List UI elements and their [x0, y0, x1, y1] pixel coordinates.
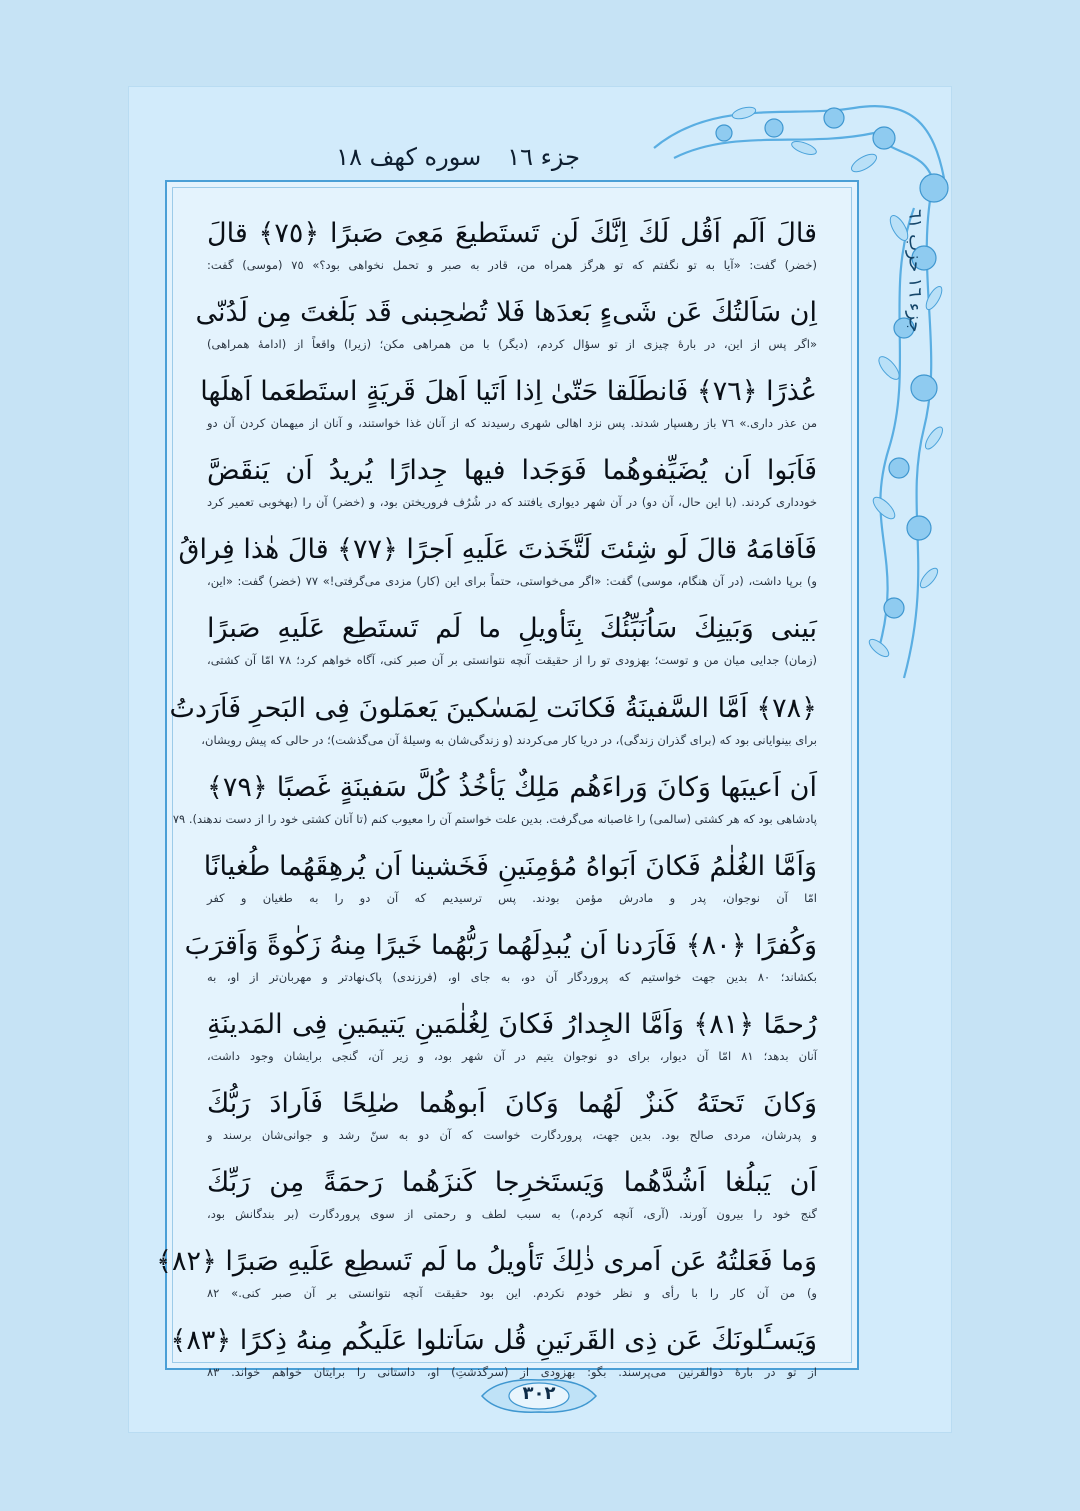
translation-line: گنج خود را بیرون آورند. (آری، آنچه کردم،) به سبب لطف و رحمتی از سوی پروردگارت (بر بندگانش بود،	[207, 1207, 817, 1222]
side-marker-label: جزء ١٦ حزب ٦١	[904, 209, 926, 333]
arabic-line: اَن يَبلُغا اَشُدَّهُما وَيَستَخرِجا كَنزَهُما رَحمَةً مِن رَبِّكَ	[207, 1167, 817, 1199]
text-row	[200, 370, 817, 449]
text-row	[156, 1240, 817, 1319]
page-number-badge	[478, 1374, 600, 1418]
text-row	[195, 291, 817, 370]
quran-text-frame	[156, 180, 859, 1380]
page-number: ٣٠٢	[522, 1383, 556, 1404]
text-row	[207, 212, 817, 291]
arabic-line: رُحمًا ﴿٨١﴾ وَاَمَّا الجِدارُ فَكانَ لِغُلٰمَينِ يَتيمَينِ فِى المَدينَةِ	[207, 1008, 818, 1040]
text-row	[172, 766, 817, 845]
translation-line: از تو در بارهٔ ذوالقرنین می‌پرسند. بگو: بهزودی از (سرگذشتِ) او، داستانی را برایتان خواهم خواند. ٨٣	[207, 1365, 817, 1380]
text-row	[207, 1161, 817, 1240]
text-row	[169, 687, 817, 766]
arabic-line: فَاَبَوا اَن يُضَيِّفوهُما فَوَجَدا فيها جِدارًا يُريدُ اَن يَنقَضَّ	[207, 455, 817, 487]
translation-line: (زمان) جدایی میان من و توست؛ بهزودی تو را از حقیقت آنچه نتوانستی بر آن صبر کنی، آگاه خواهم کرد؛ ٧٨ امّا آن کشتی،	[207, 653, 817, 668]
surah-label: سوره کهف ١٨	[336, 143, 482, 171]
text-row	[207, 607, 817, 686]
text-body	[156, 212, 818, 1398]
arabic-line: اَن اَعيبَها وَكانَ وَراءَهُم مَلِكٌ يَأخُذُ كُلَّ سَفينَةٍ غَصبًا ﴿٧٩﴾	[207, 771, 817, 803]
translation-line: برای بینوایانی بود که (برای گذران زندگی)، در دریا کار می‌کردند (و زندگی‌شان به وسیلهٔ آن می‌گذشت)؛ در حالی که پیش رویشان،	[201, 732, 817, 747]
juz-label: جزء ١٦	[507, 143, 580, 171]
translation-line: خودداری کردند. (با این حال، آن دو) در آن شهر دیواری یافتند که در شُرُف فروریختن بود، و (خضر) آن را (بهخوبی تعمیر کرد	[207, 495, 817, 510]
arabic-line: وَكانَ تَحتَهُ كَنزٌ لَهُما وَكانَ اَبوهُما صٰلِحًا فَاَرادَ رَبُّكَ	[207, 1088, 817, 1120]
arabic-line: بَينى وَبَينِكَ سَاُنَبِّئُكَ بِتَأويلِ ما لَم تَستَطِع عَلَيهِ صَبرًا	[207, 613, 817, 645]
text-row	[207, 449, 817, 528]
translation-line: (خضر) گفت: «آیا به تو نگفتم که تو هرگز همراه من، قادر به صبر و تحمل نخواهی بود؟» ٧٥ (موسی) گفت:	[207, 258, 817, 272]
text-row	[207, 1082, 817, 1161]
arabic-line: قالَ اَلَم اَقُل لَكَ اِنَّكَ لَن تَستَطيعَ مَعِىَ صَبرًا ﴿٧٥﴾ قالَ	[207, 218, 817, 249]
text-row	[207, 1003, 817, 1082]
translation-line: پادشاهی بود که هر کشتی (سالمی) را غاصبانه می‌گرفت. بدین علت خواستم آن را معیوب کنم (تا آنان کشتی خود را از دست ندهند). ٧٩	[172, 811, 817, 826]
translation-line: من عذر داری.» ٧٦ باز رهسپار شدند. پس نزد اهالی شهری رسیدند که از آنان غذا خواستند، و آنان از میهمان کردن آن دو	[207, 416, 817, 431]
text-row	[203, 845, 817, 924]
text-row	[184, 924, 817, 1003]
translation-line: و) برپا داشت، (در آن هنگام، موسی) گفت: «اگر می‌خواستی، حتماً برای این (کار) مزدی می‌گرفتی!» ٧٧ (خضر) گفت: «این،	[207, 574, 817, 589]
translation-line: بکشاند؛ ٨٠ بدین جهت خواستیم که پروردگار آن دو، به جای او، (فرزندی) پاک‌نهادتر و مهربان‌تر از او، به	[207, 969, 817, 984]
juz-hizb-side-marker	[897, 196, 933, 346]
translation-line: و) من آن کار را با رأی و نظر خودم نکردم. این بود حقیقت آنچه نتوانستی بر آن صبر کنی.» ٨٢	[207, 1286, 817, 1301]
arabic-line: ﴿٧٨﴾ اَمَّا السَّفينَةُ فَكانَت لِمَسٰكينَ يَعمَلونَ فِى البَحرِ فَاَرَدتُ	[169, 692, 817, 724]
arabic-line: وَاَمَّا الغُلٰمُ فَكانَ اَبَواهُ مُؤمِنَينِ فَخَشينا اَن يُرهِقَهُما طُغيانًا	[203, 850, 817, 882]
translation-line: و پدرشان، مردی صالح بود. بدین جهت، پروردگارت خواست که آن دو به سنّ رشد و جوانی‌شان برسند و	[207, 1128, 817, 1143]
arabic-line: وَيَسـَٔلونَكَ عَن ذِى القَرنَينِ قُل سَاَتلوا عَلَيكُم مِنهُ ذِكرًا ﴿٨٣﴾	[170, 1325, 817, 1357]
arabic-line: عُذرًا ﴿٧٦﴾ فَانطَلَقا حَتّىٰ اِذا اَتَيا اَهلَ قَريَةٍ استَطعَما اَهلَها	[200, 376, 817, 408]
translation-line: «اگر پس از این، در بارهٔ چیزی از تو سؤال کردم، (دیگر) با من همراهی مکن؛ (زیرا) واقعاً از (ادامهٔ همراهی)	[207, 337, 817, 352]
arabic-line: وَكُفرًا ﴿٨٠﴾ فَاَرَدنا اَن يُبدِلَهُما رَبُّهُما خَيرًا مِنهُ زَكٰوةً وَاَقرَبَ	[184, 929, 817, 961]
page-header	[300, 137, 580, 177]
arabic-line: وَما فَعَلتُهُ عَن اَمرى ذٰلِكَ تَأويلُ ما لَم تَسطِع عَلَيهِ صَبرًا ﴿٨٢﴾	[156, 1246, 817, 1278]
arabic-line: فَاَقامَهُ قالَ لَو شِئتَ لَتَّخَذتَ عَلَيهِ اَجرًا ﴿٧٧﴾ قالَ هٰذا فِراقُ	[178, 534, 817, 566]
translation-line: آنان بدهد؛ ٨١ امّا آن دیوار، برای دو نوجوان یتیم در آن شهر بود، و زیر آن، گنجی برایشان وجود داشت،	[207, 1048, 817, 1063]
translation-line: امّا آن نوجوان، پدر و مادرش مؤمن بودند. پس ترسیدیم که آن دو را به طغیان و کفر	[207, 890, 817, 905]
text-row	[178, 528, 817, 607]
arabic-line: اِن سَاَلتُكَ عَن شَىءٍ بَعدَها فَلا تُصٰحِبنى قَد بَلَغتَ مِن لَدُنّى	[195, 297, 817, 329]
